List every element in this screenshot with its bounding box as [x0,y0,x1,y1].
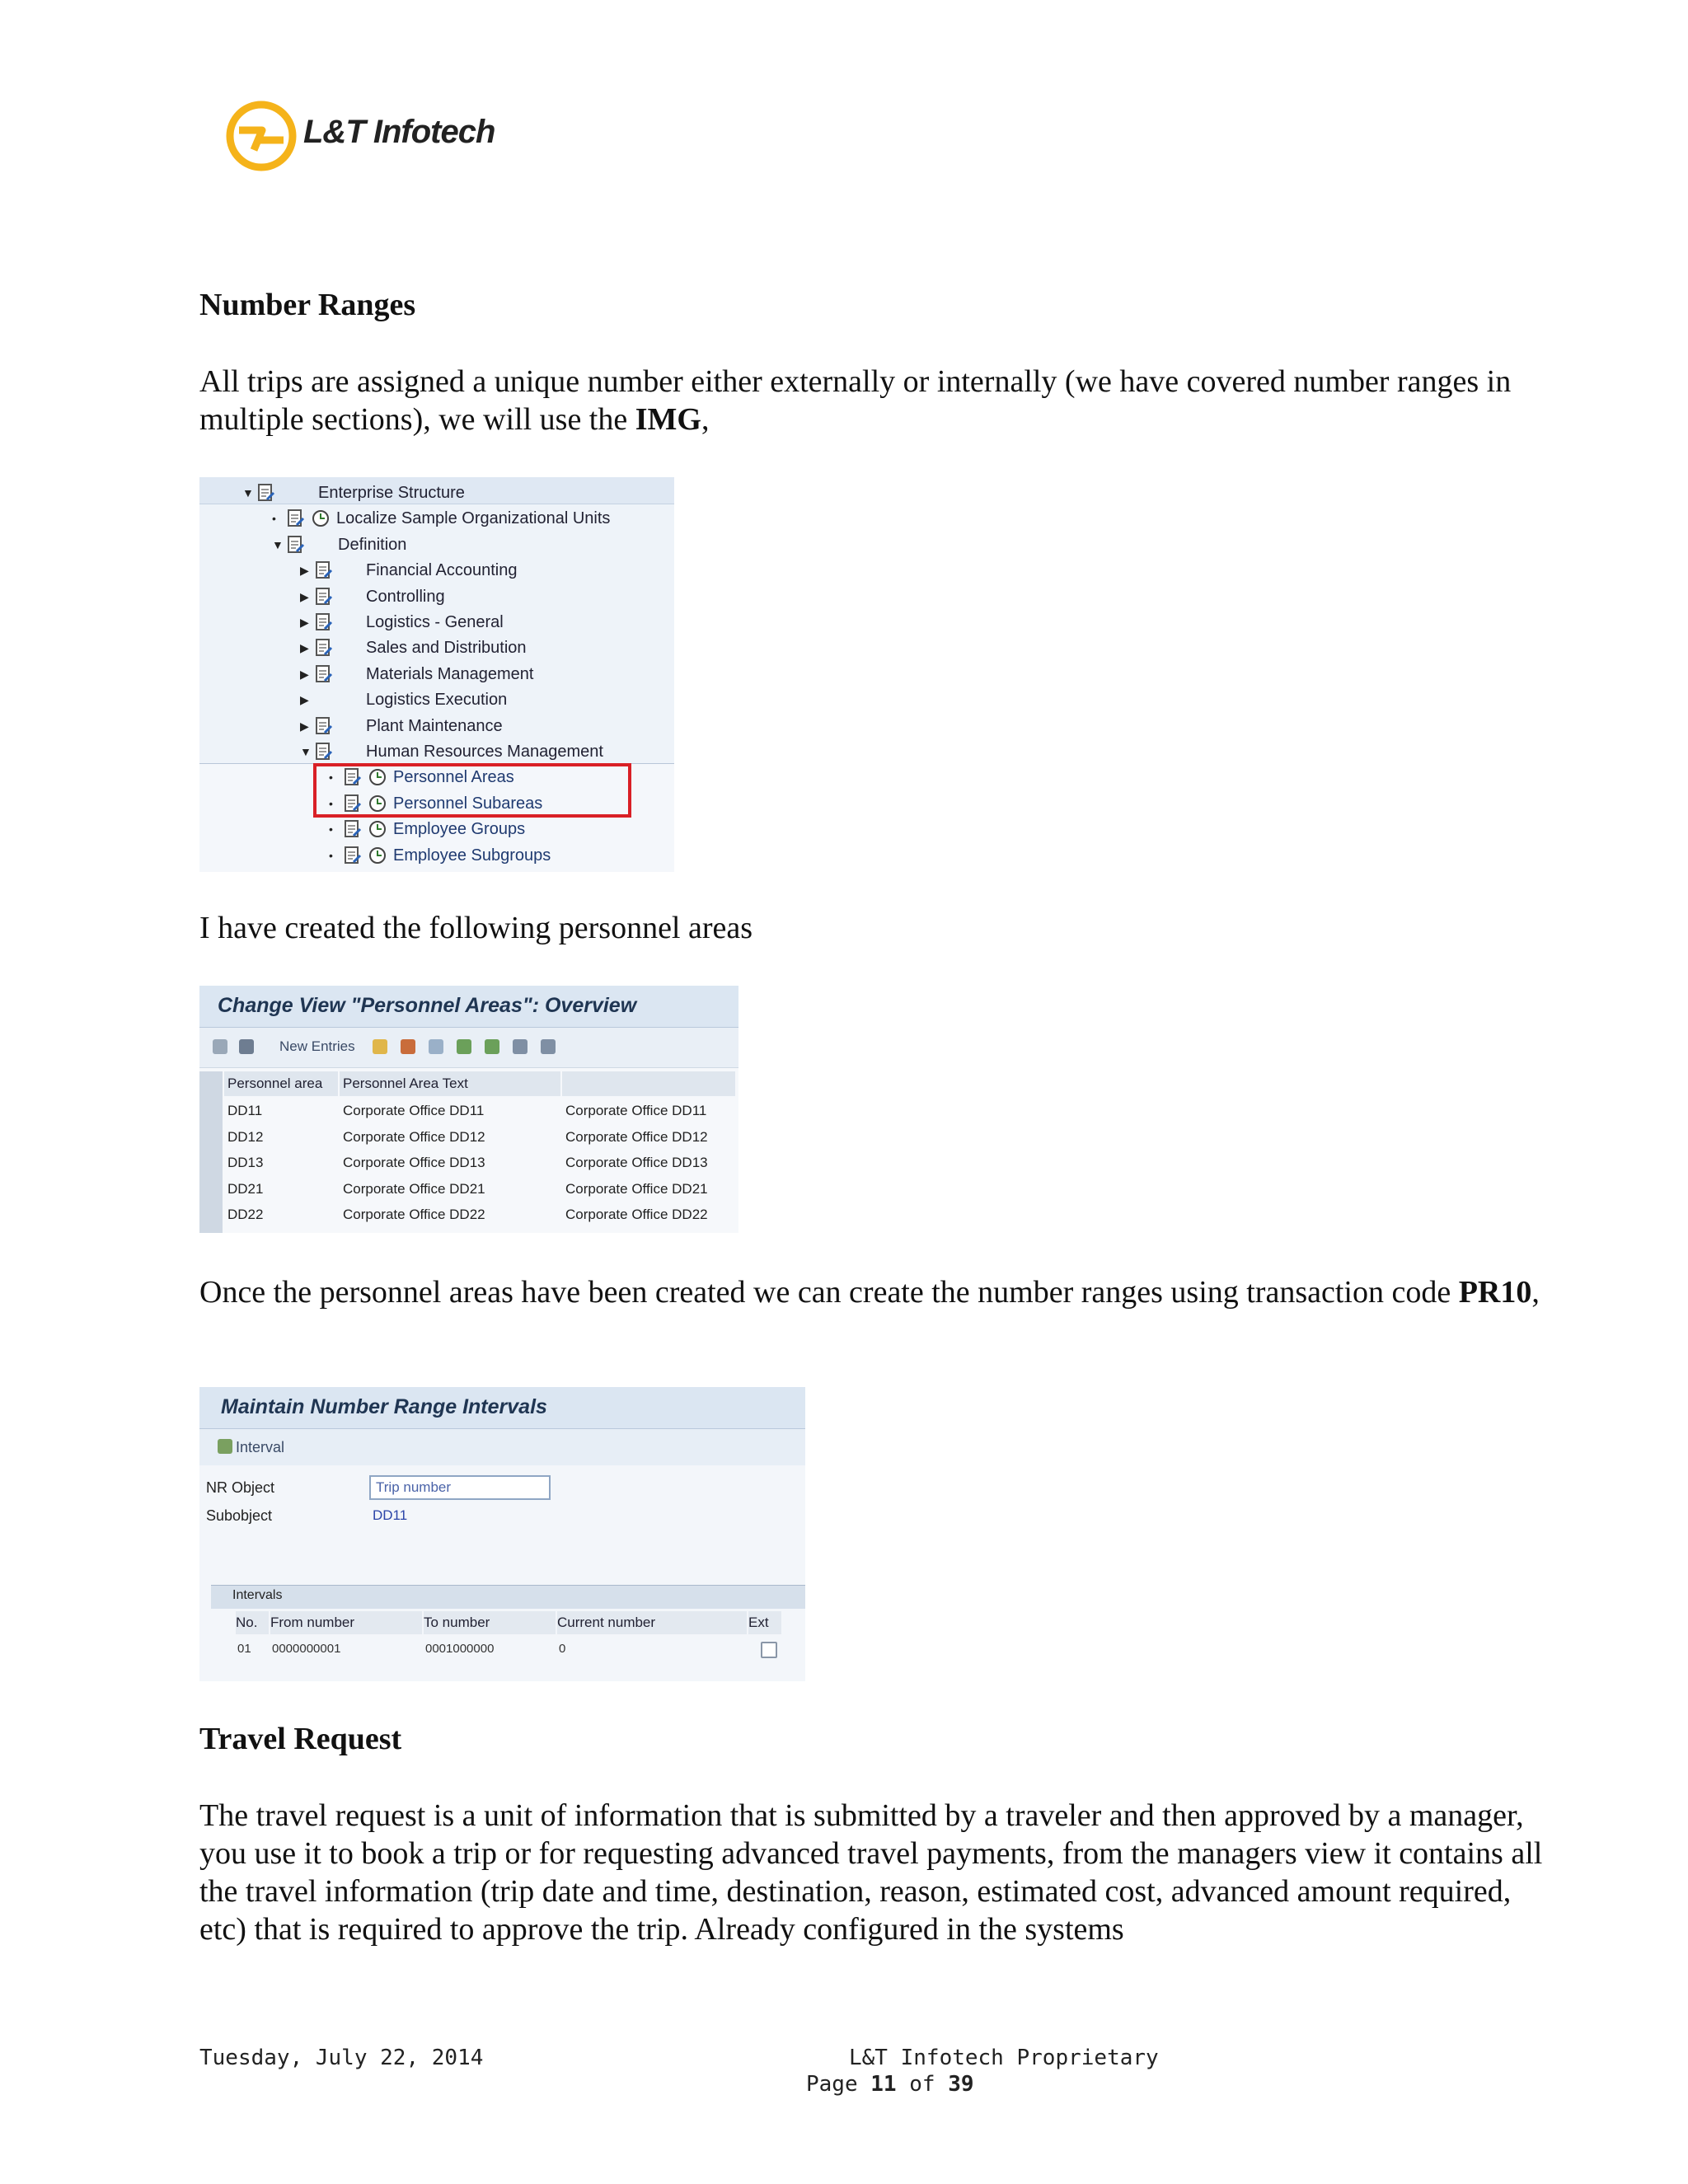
bold-term-img: IMG [635,402,701,437]
tree-node-employee-subgroups[interactable] [329,843,674,868]
table-cell[interactable]: Corporate Office DD21 [343,1180,485,1197]
collapsed-arrow-icon[interactable]: ▶ [300,641,309,655]
interval-button[interactable]: Interval [236,1439,285,1455]
table-cell[interactable]: 01 [237,1642,251,1656]
bullet-icon[interactable]: • [329,796,333,810]
toolbar [199,1028,738,1068]
deselect-all-icon[interactable] [513,1039,528,1054]
column-header[interactable]: Personnel area [224,1071,338,1096]
search-icon[interactable] [239,1039,254,1054]
screen-title-bar [199,1387,805,1429]
expanded-arrow-icon[interactable]: ▼ [300,745,312,758]
table-cell[interactable]: Corporate Office DD12 [565,1128,708,1145]
column-header[interactable]: Current number [557,1611,747,1634]
paragraph-travel-request: The travel request is a unit of information that is submitted by a traveler and then approved by a manager, you use it to book a trip or for requesting advanced travel payments, from the managers view it contains all the travel information (trip date and time, destination, reason, estimated cost, advanced amount required, etc) that is required to approve the trip. Already configured in the systems [199,1798,1543,1947]
tree-node-definition[interactable] [272,532,674,557]
page-of: of [896,2072,949,2097]
intervals-label: Intervals [232,1588,283,1602]
tree-node-financial-accounting[interactable] [300,558,674,583]
ext-checkbox[interactable] [761,1642,777,1658]
tree-node-label[interactable]: Enterprise Structure [318,484,465,502]
company-logo [224,99,496,181]
tree-node-controlling[interactable] [300,584,674,609]
paragraph-personnel-areas: I have created the following personnel areas [199,911,753,945]
table-cell[interactable]: DD22 [227,1207,264,1222]
documentation-icon[interactable] [315,612,333,632]
bold-term-pr10: PR10 [1458,1275,1532,1310]
documentation-icon[interactable] [257,483,275,503]
undo-icon[interactable] [429,1039,443,1054]
tree-node-label[interactable]: Logistics - General [366,613,504,631]
tree-node-label[interactable]: Employee Subgroups [393,846,551,865]
bullet-icon[interactable]: • [329,771,333,785]
paragraph-pr10 [199,1273,1551,1311]
paragraph-text: All trips are assigned a unique number either externally or internally (we have covered number ranges in multiple sections), we will use the [199,364,1512,437]
change-display-icon[interactable] [213,1039,227,1054]
documentation-icon[interactable] [315,664,333,684]
tree-node-enterprise-structure[interactable] [242,480,674,505]
nr-object-label: NR Object [206,1479,275,1496]
row-selector-column[interactable] [199,1071,223,1233]
collapsed-arrow-icon[interactable]: ▶ [300,564,309,578]
footer-proprietary: L&T Infotech Proprietary [849,2046,1159,2070]
copy-icon[interactable] [373,1039,387,1054]
documentation-icon[interactable] [315,587,333,607]
page-total: 39 [948,2072,974,2097]
bullet-icon[interactable]: • [329,848,333,862]
tree-node-label[interactable]: Plant Maintenance [366,716,503,735]
documentation-icon[interactable] [315,638,333,658]
nr-object-field[interactable]: Trip number [369,1475,551,1500]
bullet-icon[interactable]: • [272,512,276,526]
column-header[interactable]: Ext [748,1611,781,1634]
table-cell[interactable]: Corporate Office DD13 [565,1155,708,1170]
table-cell[interactable]: DD12 [227,1128,264,1145]
column-header[interactable]: Personnel Area Text [340,1071,560,1096]
tree-node-label[interactable]: Human Resources Management [366,743,603,761]
subobject-label: Subobject [206,1507,273,1524]
img-tree-screenshot [199,477,674,871]
screen-title-bar [199,986,738,1028]
documentation-icon[interactable] [315,716,333,736]
screen-title: Change View "Personnel Areas": Overview [218,994,637,1017]
table-cell[interactable]: 0000000001 [272,1642,341,1656]
tree-node-logistics-execution[interactable] [300,687,674,712]
documentation-icon[interactable] [344,819,362,839]
logo-text: L&T Infotech [303,114,495,150]
tree-node-sales-distribution[interactable] [300,635,674,660]
execute-activity-icon[interactable] [368,846,387,865]
lt-logo-icon [224,99,298,173]
subobject-value: DD11 [373,1507,408,1523]
screen-title: Maintain Number Range Intervals [221,1395,547,1418]
select-all-icon[interactable] [457,1039,471,1054]
tree-node-label[interactable]: Materials Management [366,664,534,683]
section-heading-number-ranges: Number Ranges [199,288,416,322]
tree-node-label[interactable]: Localize Sample Organizational Units [336,509,611,528]
tree-node-human-resources-management[interactable] [300,739,674,764]
column-header[interactable]: From number [270,1611,422,1634]
collapsed-arrow-icon[interactable]: ▶ [300,616,309,629]
expanded-arrow-icon[interactable]: ▼ [242,486,254,499]
documentation-icon[interactable] [315,742,333,762]
delete-icon[interactable] [401,1039,415,1054]
table-cell[interactable]: 0 [559,1642,566,1656]
bullet-icon[interactable]: • [329,823,333,837]
documentation-icon[interactable] [287,535,305,555]
tree-node-logistics-general[interactable] [300,610,674,635]
paragraph-punct: , [701,402,710,437]
tree-node-employee-groups[interactable] [329,817,674,841]
page-current: 11 [870,2072,897,2097]
table-cell[interactable]: DD21 [227,1180,264,1197]
toolbar [199,1429,805,1465]
table-cell[interactable]: Corporate Office DD13 [343,1155,485,1170]
number-range-screenshot [199,1387,805,1681]
intervals-bar [211,1585,805,1609]
table-cell[interactable]: Corporate Office DD11 [343,1103,485,1118]
paragraph-number-ranges [199,363,1551,438]
tree-node-label[interactable]: Financial Accounting [366,561,518,580]
paragraph-punct: , [1531,1275,1540,1310]
table-cell[interactable]: Corporate Office DD11 [565,1103,707,1118]
collapsed-arrow-icon[interactable]: ▶ [300,719,309,733]
tree-node-materials-management[interactable] [300,662,674,687]
collapsed-arrow-icon[interactable]: ▶ [300,589,309,603]
expanded-arrow-icon[interactable]: ▼ [272,537,284,551]
table-cell[interactable]: DD11 [227,1103,263,1118]
tree-node-label[interactable]: Controlling [366,587,445,606]
collapsed-arrow-icon[interactable]: ▶ [300,667,309,681]
personnel-areas-screenshot [199,986,738,1233]
print-icon[interactable] [541,1039,556,1054]
table-cell[interactable]: Corporate Office DD22 [343,1207,485,1222]
execute-activity-icon[interactable] [368,820,387,838]
tree-node-label[interactable]: Logistics Execution [366,691,508,710]
tree-node-label[interactable]: Sales and Distribution [366,639,527,658]
footer-date: Tuesday, July 22, 2014 [199,2046,484,2070]
tree-node-label[interactable]: Employee Groups [393,820,526,839]
interval-icon[interactable] [218,1439,232,1454]
page-prefix: Page [806,2072,871,2097]
documentation-icon[interactable] [344,846,362,865]
footer-page-number [806,2072,974,2097]
select-block-icon[interactable] [485,1039,499,1054]
column-header[interactable]: No. [236,1611,269,1634]
highlight-box [313,763,631,818]
table-cell[interactable]: 0001000000 [425,1642,495,1656]
tree-node-label[interactable]: Personnel Subareas [393,794,543,813]
column-header[interactable] [562,1071,735,1096]
documentation-icon[interactable] [315,560,333,580]
tree-node-label[interactable]: Definition [338,535,407,554]
column-header[interactable]: To number [424,1611,556,1634]
table-cell[interactable]: Corporate Office DD22 [565,1207,708,1222]
execute-activity-icon[interactable] [312,509,330,527]
table-cell[interactable]: DD13 [227,1155,264,1170]
paragraph-text: Once the personnel areas have been created we can create the number ranges using transaction code [199,1275,1459,1310]
tree-node-plant-maintenance[interactable] [300,714,674,738]
collapsed-arrow-icon[interactable]: ▶ [300,693,309,707]
new-entries-button[interactable]: New Entries [279,1038,355,1054]
tree-node-localize-sample-units[interactable] [272,506,674,531]
table-cell[interactable]: Corporate Office DD21 [565,1180,708,1197]
documentation-icon[interactable] [287,509,305,528]
table-cell[interactable]: Corporate Office DD12 [343,1128,485,1145]
section-heading-travel-request: Travel Request [199,1722,402,1756]
tree-node-label[interactable]: Personnel Areas [393,768,514,787]
